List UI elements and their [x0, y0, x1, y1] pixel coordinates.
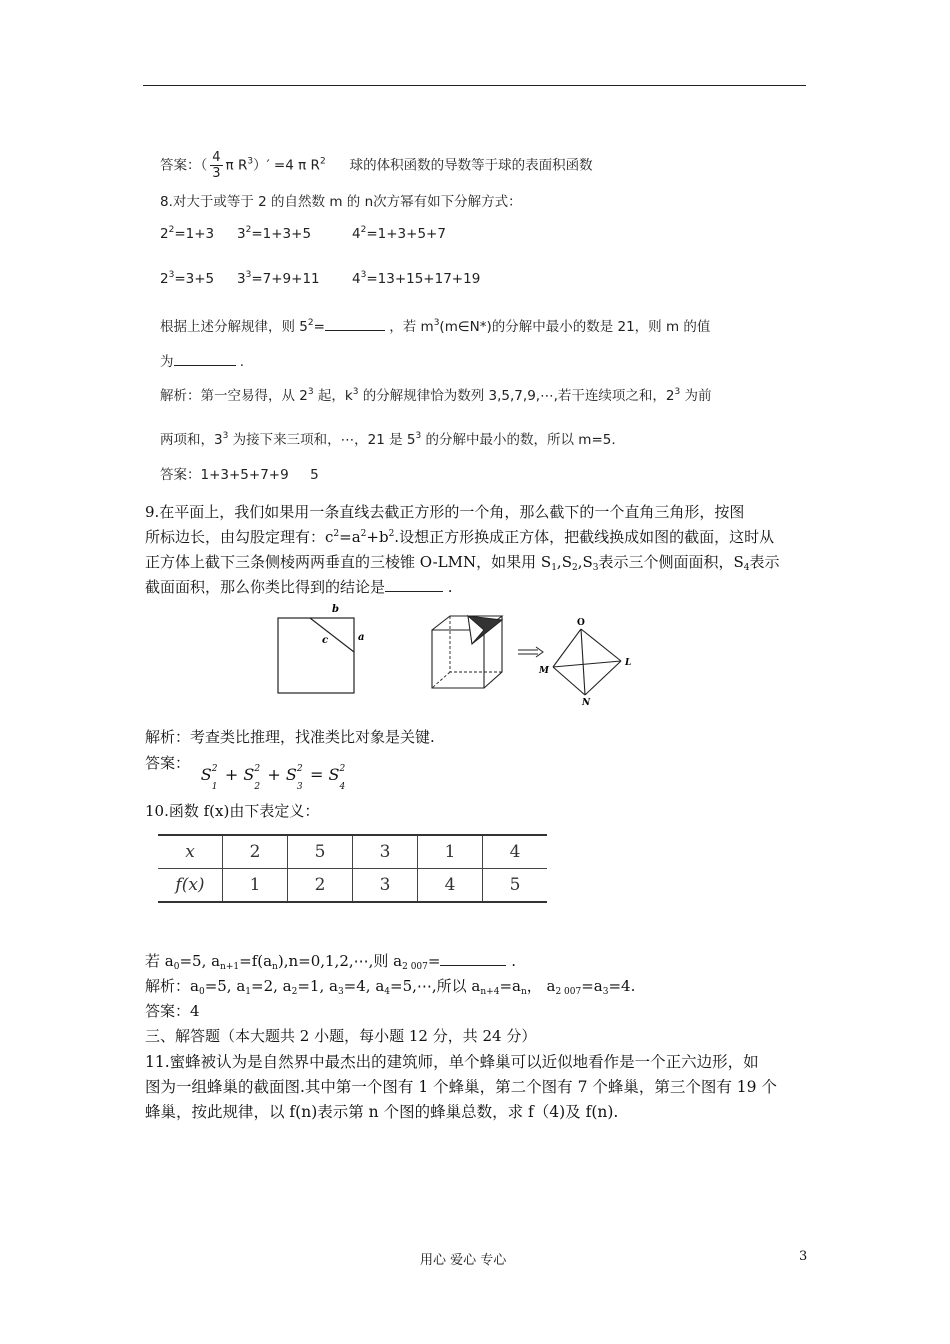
answer-7-explain: 球的体积函数的导数等于球的表面积函数	[349, 157, 593, 174]
subscript: 0	[198, 987, 205, 997]
exp: 2	[333, 529, 340, 539]
subscript: n+4	[480, 987, 500, 997]
text: 的分解规律恰为数列 3,5,7,9,⋯,若干连续项之和，2	[358, 388, 675, 404]
subscript: 0	[173, 962, 180, 972]
text: 正方体上截下三条侧棱两两垂直的三棱锥 O-LMN，如果用 S	[145, 553, 552, 571]
text: =5, a	[179, 952, 221, 970]
text: .设想正方形换成正方体，把截线换成如图的截面，这时从	[394, 528, 775, 546]
table-cell: 3	[353, 869, 418, 903]
answer-blank	[440, 965, 506, 966]
text: ,S	[577, 553, 593, 571]
s: S	[243, 765, 255, 784]
exp: 3	[433, 318, 440, 328]
text: 表示三个侧面面积，S	[598, 553, 744, 571]
text: 所标边长，由勾股定理有：c	[145, 528, 334, 546]
power-item	[237, 225, 311, 242]
edge-ON	[581, 629, 585, 695]
subscript: 2	[291, 987, 298, 997]
edge-OM	[553, 629, 581, 667]
text: .	[511, 952, 517, 970]
answer-7	[160, 150, 593, 181]
function-table	[158, 834, 547, 903]
exp: 3	[247, 156, 254, 167]
label-O: O	[577, 618, 585, 628]
table-cell: 3	[353, 835, 418, 869]
text: =f(a	[239, 952, 273, 970]
equals: =	[309, 765, 324, 784]
plus: +	[267, 765, 281, 784]
subscript: 4	[339, 782, 346, 792]
exp: 2	[307, 318, 314, 328]
label-a: a	[358, 632, 365, 643]
q8-question-line2	[160, 350, 244, 370]
edge-NL	[585, 661, 621, 695]
q9-line1: 9.在平面上，我们如果用一条直线去截正方形的一个角，那么截下的一个直角三角形，按图	[145, 503, 745, 521]
table-cell: 1	[223, 869, 288, 903]
text: ， a	[526, 977, 556, 995]
exp: 2	[254, 764, 261, 774]
text: .	[447, 578, 453, 596]
exp: 2	[319, 156, 326, 167]
s: S	[200, 765, 212, 784]
exp: 2	[339, 764, 346, 774]
power-item	[160, 270, 214, 287]
text: ，若 m	[389, 319, 434, 335]
label-b: b	[332, 604, 339, 615]
text: 若 a	[145, 952, 174, 970]
label-L: L	[625, 658, 632, 668]
q8-question-line1	[160, 315, 710, 335]
exp: 2	[296, 764, 303, 774]
table-cell: 4	[483, 835, 548, 869]
q11-line3: 蜂巢，按此规律，以 f(n)表示第 n 个图的蜂巢总数，求 f（4)及 f(n).	[145, 1103, 619, 1121]
table-cell: 5	[288, 835, 353, 869]
text: ),n=0,1,2,⋯,则 a	[277, 952, 403, 970]
q10-question	[145, 950, 516, 972]
text: 两项和，3	[160, 432, 223, 448]
frac-num: 4	[212, 150, 221, 165]
text: 为前	[680, 388, 712, 404]
table-cell: 1	[418, 835, 483, 869]
table-row	[158, 835, 547, 869]
footer-text: 用心 爱心 专心	[420, 1253, 507, 1268]
sum: =1+3+5+7	[366, 226, 446, 242]
table-cell: 2	[223, 835, 288, 869]
answer-formula	[200, 764, 348, 792]
label-c: c	[322, 635, 329, 646]
fraction	[210, 150, 222, 181]
subscript: 1	[245, 987, 252, 997]
q10-answer: 答案：4	[145, 1002, 200, 1020]
q8-analysis-line1	[160, 384, 711, 404]
section-3-heading: 三、解答题（本大题共 2 小题，每小题 12 分，共 24 分）	[145, 1027, 537, 1045]
text: =5,⋯,所以 a	[390, 977, 481, 995]
exp: 3	[168, 270, 175, 280]
text: 根据上述分解规律，则 5	[160, 319, 308, 335]
q9-line4	[145, 576, 453, 597]
q8-title: 8.对大于或等于 2 的自然数 m 的 n次方幂有如下分解方式：	[160, 194, 522, 210]
sum: =1+3+5	[251, 226, 312, 242]
subscript: 3	[337, 987, 344, 997]
q9-line3	[145, 551, 780, 573]
answer-label: 答案：	[145, 754, 191, 772]
q10-title: 10.函数 f(x)由下表定义：	[145, 802, 320, 820]
sum: =1+3	[174, 226, 215, 242]
text: =4, a	[343, 977, 385, 995]
edge-ML	[553, 661, 621, 667]
answer-blank	[385, 591, 443, 592]
exp: 2	[168, 225, 175, 235]
subscript: 4	[384, 987, 390, 997]
q9-line2	[145, 526, 774, 547]
subscript: 1	[551, 563, 557, 573]
exp: 2	[360, 225, 367, 235]
square	[278, 618, 354, 693]
base: 2	[160, 226, 169, 242]
text: 解析：a	[145, 977, 199, 995]
base: 4	[352, 226, 361, 242]
exp: 3	[245, 270, 252, 280]
text: =4.	[608, 977, 636, 995]
subscript: 3	[296, 782, 303, 792]
subscript: n	[520, 987, 527, 997]
text: 的分解中最小的数，所以 m=5.	[421, 432, 616, 448]
power-item	[352, 270, 480, 287]
text: =a	[581, 977, 603, 995]
q10-analysis	[145, 975, 635, 997]
header-rule	[143, 85, 806, 86]
subscript: n+1	[220, 962, 240, 972]
exp: 3	[307, 387, 314, 397]
edge-MN	[553, 667, 585, 695]
power-item	[160, 225, 214, 242]
table-header-x: x	[158, 835, 223, 869]
power-item	[352, 225, 446, 242]
cube-cut-figure	[428, 612, 508, 692]
subscript: 2	[571, 563, 578, 573]
subscript: 2	[254, 782, 261, 792]
exp: 2	[388, 529, 395, 539]
exp: 2	[360, 529, 367, 539]
exp: 2	[245, 225, 252, 235]
table-row	[158, 869, 547, 903]
text: +b	[366, 528, 389, 546]
table-cell: 5	[483, 869, 548, 903]
exp: 3	[222, 431, 229, 441]
text: 表示	[749, 553, 780, 571]
subscript: 2 007	[402, 962, 428, 972]
q8-analysis-line2	[160, 428, 616, 448]
text: 截面面积，那么你类比得到的结论是	[145, 578, 386, 596]
plus: +	[224, 765, 239, 784]
sum: =3+5	[174, 271, 215, 287]
table-cell: 2	[288, 869, 353, 903]
q9-answer	[145, 752, 346, 792]
subscript: 1	[211, 782, 218, 792]
sum: =13+15+17+19	[366, 271, 481, 287]
subscript: 4	[743, 563, 750, 573]
text: .	[239, 354, 245, 370]
q8-answer: 答案：1+3+5+7+9 5	[160, 467, 319, 483]
answer-blank	[174, 365, 236, 366]
exp: 3	[352, 387, 359, 397]
text: 为接下来三项和，⋯，21 是 5	[228, 432, 416, 448]
answer-blank	[325, 330, 385, 331]
q11-line2: 图为一组蜂巢的截面图.其中第一个图有 1 个蜂巢，第二个图有 7 个蜂巢，第三个图有 19 个	[145, 1078, 777, 1096]
text: 为	[160, 354, 174, 370]
table-cell: 4	[418, 869, 483, 903]
text: =5, a	[204, 977, 246, 995]
text: =	[427, 952, 441, 970]
text: 解析：第一空易得，从 2	[160, 388, 308, 404]
base: 3	[237, 271, 246, 287]
label-M: M	[539, 666, 549, 676]
pi-r: π R	[225, 157, 248, 174]
text: =a	[499, 977, 521, 995]
s: S	[328, 765, 340, 784]
s: S	[285, 765, 297, 784]
text: =a	[339, 528, 361, 546]
cut-line	[310, 618, 354, 652]
subscript: 2 007	[555, 987, 582, 997]
square-cut-figure	[270, 600, 365, 700]
q9-analysis: 解析：考查类比推理，找准类比对象是关键.	[145, 728, 435, 746]
base: 3	[237, 226, 246, 242]
text: (m∈N*)的分解中最小的数是 21，则 m 的值	[439, 319, 711, 335]
text: =2, a	[251, 977, 292, 995]
table-header-fx: f(x)	[175, 875, 205, 895]
answer-7-suffix: ）′ =4 π R	[253, 157, 320, 174]
exp: 2	[211, 764, 218, 774]
subscript: n	[272, 962, 278, 972]
pyramid-figure	[535, 615, 645, 707]
sum: =7+9+11	[251, 271, 320, 287]
text: 起，k	[313, 388, 353, 404]
subscript: 3	[602, 987, 609, 997]
q11-line1: 11.蜜蜂被认为是自然界中最杰出的建筑师，单个蜂巢可以近似地看作是一个正六边形，如	[145, 1053, 759, 1071]
exp: 3	[360, 270, 367, 280]
answer-7-prefix: 答案：（	[160, 157, 208, 174]
edge-OL	[581, 629, 621, 661]
power-item	[237, 270, 320, 287]
cube-hidden-edge	[432, 672, 450, 688]
text: =	[313, 319, 325, 335]
exp: 3	[674, 387, 681, 397]
subscript: 3	[592, 563, 599, 573]
exp: 3	[415, 431, 422, 441]
text: =1, a	[297, 977, 338, 995]
label-N: N	[582, 698, 591, 707]
base: 4	[352, 271, 361, 287]
base: 2	[160, 271, 169, 287]
frac-den: 3	[212, 166, 221, 181]
text: ,S	[556, 553, 572, 571]
page-number: 3	[799, 1249, 808, 1264]
